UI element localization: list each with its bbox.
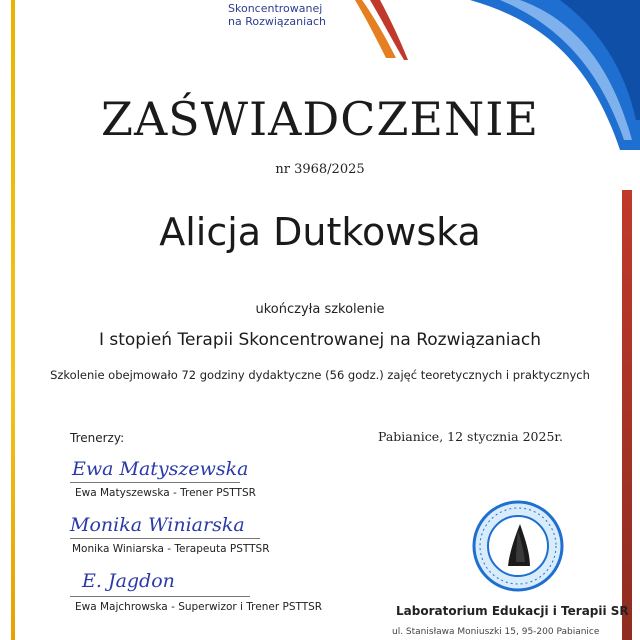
organization-logo xyxy=(228,0,418,48)
trainers-label: Trenerzy: xyxy=(70,431,125,445)
signature-line-2 xyxy=(70,538,260,539)
course-description: Szkolenie obejmowało 72 godziny dydaktyczne (56 godz.) zajęć teoretycznych i praktycznych xyxy=(50,368,590,382)
place-date: Pabianice, 12 stycznia 2025r. xyxy=(378,429,563,444)
completed-text: ukończyła szkolenie xyxy=(255,302,385,317)
signature-line-3 xyxy=(70,596,250,597)
trainer-name-3: Ewa Majchrowska - Superwizor i Trener PSTTSR xyxy=(75,601,323,613)
logo-line-2: na Rozwiązaniach xyxy=(228,15,326,28)
signature-1: Ewa Matyszewska xyxy=(72,458,249,480)
trainer-name-1: Ewa Matyszewska - Trener PSTTSR xyxy=(75,487,256,499)
trainer-name-2: Monika Winiarska - Terapeuta PSTTSR xyxy=(72,543,270,555)
signature-line-1 xyxy=(70,482,240,483)
certificate-number: nr 3968/2025 xyxy=(275,162,365,177)
signature-2: Monika Winiarska xyxy=(70,514,245,536)
signature-3: E. Jagdon xyxy=(82,570,175,592)
certificate-title: ZAŚWIADCZENIE xyxy=(101,92,539,146)
issuer-address: ul. Stanisława Moniuszki 15, 95-200 Pabianice xyxy=(392,627,600,637)
recipient-name: Alicja Dutkowska xyxy=(159,210,481,254)
course-name: I stopień Terapii Skoncentrowanej na Rozwiązaniach xyxy=(98,330,542,350)
issuer-name: Laboratorium Edukacji i Terapii SR xyxy=(396,604,629,618)
logo-line-1: Skoncentrowanej xyxy=(228,2,323,15)
organization-stamp-icon xyxy=(472,500,564,592)
